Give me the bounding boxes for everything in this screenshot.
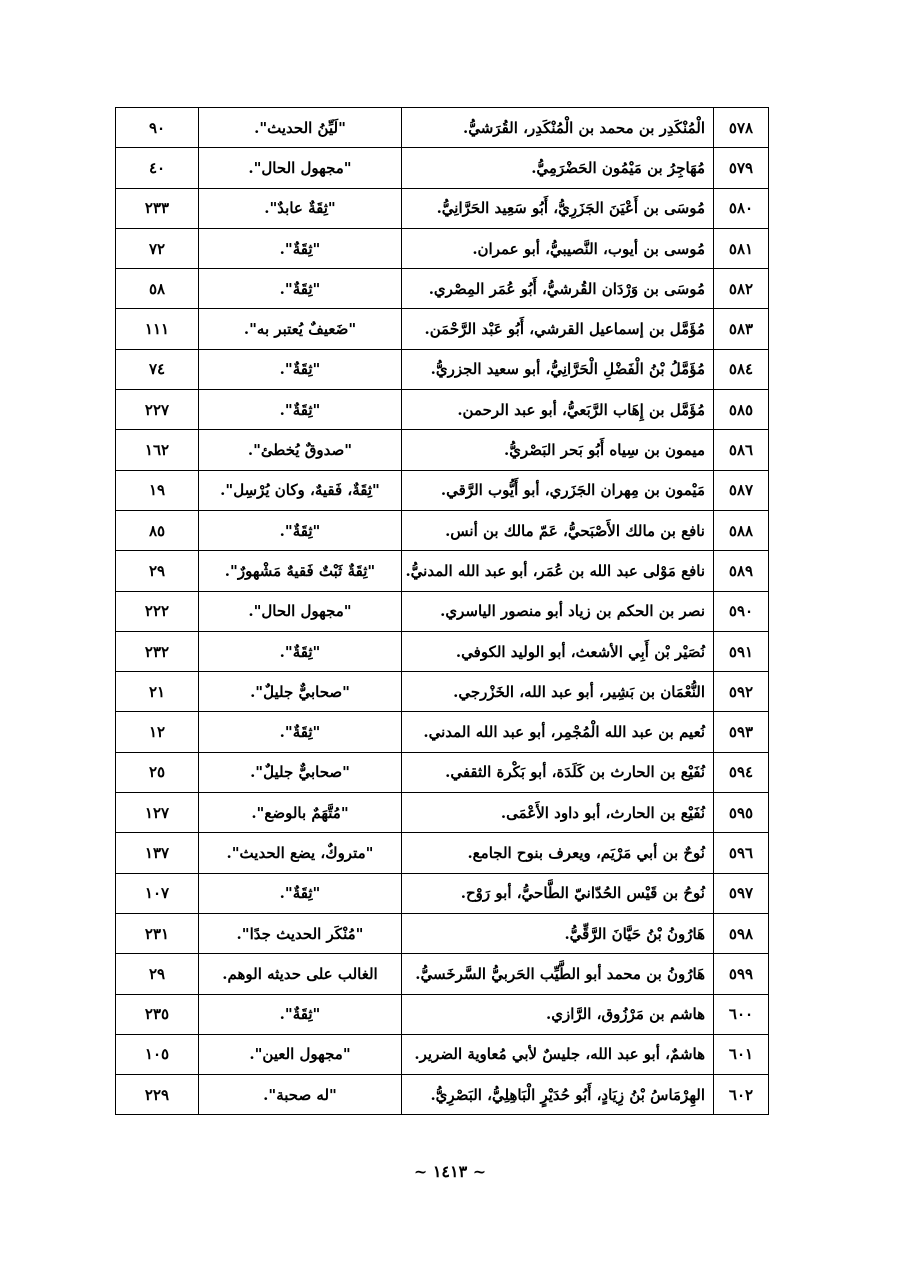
table-row (116, 873, 769, 913)
table-row (116, 591, 769, 631)
narrator-name: مُؤَمَّل بن إسماعيل القرشي، أَبُو عَبْد الرَّحْمَن. (402, 309, 714, 349)
narrator-grade: "ثِقَةٌ". (199, 631, 402, 671)
narrator-grade: "صحابيٌّ جليلٌ". (199, 672, 402, 712)
page-reference: ٧٤ (116, 349, 199, 389)
page-reference: ٢٩ (116, 954, 199, 994)
narrator-name: نُعيم بن عبد الله الْمُجْمِر، أبو عبد الله المدني. (402, 712, 714, 752)
narrator-grade: "ثِقَةٌ". (199, 349, 402, 389)
narrator-name: مُؤَمَّل بن إِهَاب الرَّبَعيُّ، أبو عبد الرحمن. (402, 390, 714, 430)
narrator-name: نافع بن مالك الأَصْبَحيُّ، عَمّ مالك بن أنس. (402, 510, 714, 550)
row-number: ٥٩٤ (714, 752, 769, 792)
table-row (116, 148, 769, 188)
table-row (116, 631, 769, 671)
narrator-name: نافع مَوْلى عبد الله بن عُمَر، أبو عبد الله المدنيُّ. (402, 551, 714, 591)
narrator-name: هاشمٌ، أبو عبد الله، جليسٌ لأبي مُعاوية الضرير. (402, 1034, 714, 1074)
page-reference: ٢٢٢ (116, 591, 199, 631)
table-row (116, 390, 769, 430)
page-reference: ٩٠ (116, 108, 199, 148)
page-reference: ١٢٧ (116, 793, 199, 833)
page-reference: ٢٣٣ (116, 188, 199, 228)
narrator-name: ميمون بن سِياه أَبُو بَحر البَصْريُّ. (402, 430, 714, 470)
narrators-table (115, 107, 769, 1115)
row-number: ٥٩٥ (714, 793, 769, 833)
table-row (116, 188, 769, 228)
page-reference: ١٣٧ (116, 833, 199, 873)
row-number: ٥٩٨ (714, 913, 769, 953)
row-number: ٥٨٨ (714, 510, 769, 550)
row-number: ٥٨٢ (714, 269, 769, 309)
row-number: ٥٨٤ (714, 349, 769, 389)
page-reference: ٧٢ (116, 228, 199, 268)
row-number: ٥٨١ (714, 228, 769, 268)
table-row (116, 349, 769, 389)
row-number: ٥٧٩ (714, 148, 769, 188)
table-row (116, 672, 769, 712)
narrator-name: مُوسَى بن وَرْدَان القُرشيُّ، أَبُو عُمَر المِصْري. (402, 269, 714, 309)
narrator-grade: "ثِقَةٌ". (199, 228, 402, 268)
row-number: ٥٨٩ (714, 551, 769, 591)
narrator-grade: "مُتَّهَمٌ بالوضع". (199, 793, 402, 833)
page-reference: ٢٥ (116, 752, 199, 792)
table-row (116, 551, 769, 591)
table-row (116, 470, 769, 510)
narrator-grade: "مجهول العين". (199, 1034, 402, 1074)
page-reference: ١٩ (116, 470, 199, 510)
row-number: ٥٨٧ (714, 470, 769, 510)
page-reference: ١١١ (116, 309, 199, 349)
table-row (116, 1075, 769, 1115)
table-row (116, 309, 769, 349)
narrator-name: نصر بن الحكم بن زياد أبو منصور الياسري. (402, 591, 714, 631)
narrator-grade: الغالب على حديثه الوهم. (199, 954, 402, 994)
narrator-grade: "ثِقَةٌ". (199, 510, 402, 550)
page-reference: ١٠٧ (116, 873, 199, 913)
narrator-grade: "ثِقَةٌ". (199, 390, 402, 430)
narrator-grade: "ثِقَةٌ ثَبْتٌ فَقيهٌ مَشْهورٌ". (199, 551, 402, 591)
narrator-grade: "ثِقَةٌ". (199, 269, 402, 309)
narrator-name: نُوحُ بن قَيْس الحُدّانيّ الطَّاحيُّ، أبو رَوْح. (402, 873, 714, 913)
narrator-grade: "له صحبة". (199, 1075, 402, 1115)
table-row (116, 833, 769, 873)
narrator-grade: "لَيِّنُ الحديث". (199, 108, 402, 148)
table-row (116, 793, 769, 833)
table-row (116, 712, 769, 752)
narrator-name: هَارُونُ بْنُ حَيَّانَ الرَّقِّيُّ. (402, 913, 714, 953)
narrator-grade: "ثِقَةٌ". (199, 873, 402, 913)
row-number: ٥٩٩ (714, 954, 769, 994)
narrator-grade: "ضَعيفٌ يُعتبر به". (199, 309, 402, 349)
page-reference: ٢٣٥ (116, 994, 199, 1034)
page-reference: ٤٠ (116, 148, 199, 188)
page-reference: ٢٢٧ (116, 390, 199, 430)
page-reference: ١٦٢ (116, 430, 199, 470)
narrator-grade: "صدوقٌ يُخطئ". (199, 430, 402, 470)
narrator-name: نُفَيْع بن الحارث، أبو داود الأَعْمَى. (402, 793, 714, 833)
narrator-grade: "متروكٌ، يضع الحديث". (199, 833, 402, 873)
table-body (116, 108, 769, 1115)
row-number: ٦٠٠ (714, 994, 769, 1034)
page-reference: ٢٣٢ (116, 631, 199, 671)
narrator-name: الهِرْمَاسُ بْنُ زِيَادٍ، أَبُو حُدَيْرٍ الْبَاهِلِيُّ، البَصْرِيُّ. (402, 1075, 714, 1115)
row-number: ٥٩١ (714, 631, 769, 671)
row-number: ٦٠٢ (714, 1075, 769, 1115)
narrator-name: هَارُونُ بن محمد أبو الطَّيِّب الحَربيُّ السَّرخَسيُّ. (402, 954, 714, 994)
page-number: ~ ١٤١٣ ~ (413, 1162, 487, 1181)
narrator-name: مُهَاجِرُ بن مَيْمُون الحَضْرَمِيُّ. (402, 148, 714, 188)
narrators-table-container (144, 107, 769, 1115)
row-number: ٥٨٣ (714, 309, 769, 349)
narrator-name: نُصَيْر بْن أَبِي الأشعث، أبو الوليد الكوفي. (402, 631, 714, 671)
narrator-grade: "صحابيٌّ جليلٌ". (199, 752, 402, 792)
page-reference: ١٢ (116, 712, 199, 752)
row-number: ٥٩٧ (714, 873, 769, 913)
narrator-name: النُّعْمَان بن بَشِير، أبو عبد الله، الخَزْرجي. (402, 672, 714, 712)
narrator-grade: "ثِقَةٌ". (199, 994, 402, 1034)
narrator-name: مُوسَى بن أَعْيَنَ الجَزَرِيُّ، أَبُو سَعِيد الحَرَّانِيُّ. (402, 188, 714, 228)
table-row (116, 994, 769, 1034)
narrator-name: نُفَيْع بن الحارث بن كَلَدَة، أبو بَكْرة الثقفي. (402, 752, 714, 792)
page-reference: ٢٣١ (116, 913, 199, 953)
row-number: ٥٨٠ (714, 188, 769, 228)
page-reference: ١٠٥ (116, 1034, 199, 1074)
narrator-name: هاشم بن مَرْزُوق، الرَّازي. (402, 994, 714, 1034)
narrator-name: نُوحٌ بن أبي مَرْيَم، ويعرف بنوح الجامع. (402, 833, 714, 873)
narrator-grade: "مجهول الحال". (199, 148, 402, 188)
row-number: ٥٩٢ (714, 672, 769, 712)
narrator-name: مُوسى بن أيوب، النَّصيبيُّ، أبو عمران. (402, 228, 714, 268)
page-reference: ٢٢٩ (116, 1075, 199, 1115)
row-number: ٥٩٦ (714, 833, 769, 873)
table-row (116, 228, 769, 268)
table-row (116, 430, 769, 470)
narrator-name: مَيْمون بن مِهران الجَزَري، أبو أَيُّوب الرَّقي. (402, 470, 714, 510)
narrator-grade: "ثِقَةٌ، فَقيهٌ، وكان يُرْسِل". (199, 470, 402, 510)
table-row (116, 269, 769, 309)
narrator-name: مُؤَمَّلُ بْنُ الْفَضْلِ الْحَرَّانِيُّ، أبو سعيد الجزريُّ. (402, 349, 714, 389)
row-number: ٥٩٣ (714, 712, 769, 752)
narrator-grade: "ثِقَةٌ عابدٌ". (199, 188, 402, 228)
table-row (116, 752, 769, 792)
row-number: ٥٩٠ (714, 591, 769, 631)
table-row (116, 913, 769, 953)
page-reference: ٢٩ (116, 551, 199, 591)
narrator-grade: "مُنْكَر الحديث جدًا". (199, 913, 402, 953)
row-number: ٦٠١ (714, 1034, 769, 1074)
narrator-grade: "ثِقَةٌ". (199, 712, 402, 752)
table-row (116, 1034, 769, 1074)
row-number: ٥٧٨ (714, 108, 769, 148)
table-row (116, 108, 769, 148)
page-reference: ٢١ (116, 672, 199, 712)
narrator-grade: "مجهول الحال". (199, 591, 402, 631)
page-reference: ٥٨ (116, 269, 199, 309)
page-reference: ٨٥ (116, 510, 199, 550)
row-number: ٥٨٥ (714, 390, 769, 430)
table-row (116, 954, 769, 994)
row-number: ٥٨٦ (714, 430, 769, 470)
table-row (116, 510, 769, 550)
narrator-name: الْمُنْكَدِر بن محمد بن الْمُنْكَدِر، القُرَشيُّ. (402, 108, 714, 148)
